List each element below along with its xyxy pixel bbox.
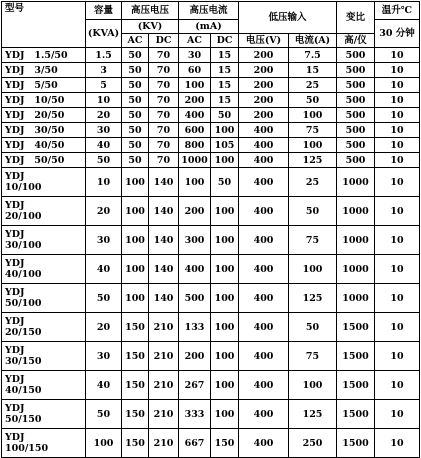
header-lv-input: 低压输入 [239,2,337,34]
table-row [2,138,420,153]
model-line: 100/150 [5,443,49,454]
header-ratio: 变比 [337,2,375,34]
ma-ac-cell: 30 [179,48,211,63]
lv-a-cell: 100 [289,255,337,284]
header-ratio-sub: 高/仪 [337,34,375,48]
ratio-cell: 500 [337,93,375,108]
ratio-cell: 1000 [337,168,375,197]
capacity-cell: 10 [86,168,122,197]
lv-a-cell: 7.5 [289,48,337,63]
lv-a-cell: 50 [289,93,337,108]
ma-ac-cell: 200 [179,197,211,226]
kv-dc-cell: 140 [149,255,179,284]
temp-cell: 10 [375,284,420,313]
model-line: YDJ [5,374,25,385]
lv-v-cell: 400 [239,342,289,371]
ma-dc-cell: 15 [211,63,239,78]
model-cell [2,153,86,168]
ma-ac-cell: 600 [179,123,211,138]
ratio-cell: 1500 [337,400,375,429]
capacity-cell: 50 [86,284,122,313]
ma-dc-cell: 150 [211,429,239,458]
ma-dc-cell: 100 [211,123,239,138]
model-cell [2,108,86,123]
ma-ac-cell: 500 [179,284,211,313]
model-cell [2,429,86,458]
table-row [2,197,420,226]
model-line: 50/150 [5,414,42,425]
temp-cell: 10 [375,342,420,371]
ma-dc-cell: 50 [211,108,239,123]
lv-a-cell: 50 [289,197,337,226]
model-cell [2,197,86,226]
temp-cell: 10 [375,78,420,93]
header-lv-current: 电流(A) [289,34,337,48]
ma-ac-cell: 60 [179,63,211,78]
capacity-cell: 30 [86,123,122,138]
ma-ac-cell: 1000 [179,153,211,168]
lv-v-cell: 400 [239,284,289,313]
lv-a-cell: 250 [289,429,337,458]
table-row [2,78,420,93]
header-capacity-unit: (KVA) [86,20,122,48]
lv-a-cell: 125 [289,284,337,313]
ratio-cell: 1500 [337,342,375,371]
header-row-1 [2,2,420,20]
ratio-cell: 500 [337,138,375,153]
lv-v-cell: 400 [239,313,289,342]
header-kv-dc: DC [149,34,179,48]
ma-dc-cell: 100 [211,153,239,168]
lv-v-cell: 400 [239,226,289,255]
table-row [2,400,420,429]
header-ma-dc: DC [211,34,239,48]
model-cell [2,78,86,93]
table-row [2,108,420,123]
lv-a-cell: 75 [289,123,337,138]
lv-v-cell: 200 [239,48,289,63]
kv-ac-cell: 50 [122,63,149,78]
kv-dc-cell: 210 [149,371,179,400]
ratio-cell: 500 [337,123,375,138]
kv-dc-cell: 70 [149,63,179,78]
model-line: YDJ [5,200,25,211]
model-line: 40/100 [5,269,42,280]
kv-dc-cell: 140 [149,197,179,226]
kv-ac-cell: 50 [122,138,149,153]
lv-v-cell: 400 [239,429,289,458]
ma-ac-cell: 400 [179,255,211,284]
ratio-cell: 1000 [337,284,375,313]
ratio-cell: 500 [337,78,375,93]
kv-ac-cell: 50 [122,123,149,138]
model-cell [2,284,86,313]
capacity-cell: 20 [86,108,122,123]
ma-dc-cell: 100 [211,371,239,400]
kv-ac-cell: 50 [122,108,149,123]
temp-cell: 10 [375,108,420,123]
model-line: 10/100 [5,182,42,193]
lv-v-cell: 400 [239,197,289,226]
table-row [2,313,420,342]
lv-v-cell: 200 [239,63,289,78]
ratio-cell: 500 [337,153,375,168]
kv-dc-cell: 70 [149,48,179,63]
capacity-cell: 40 [86,371,122,400]
ma-ac-cell: 200 [179,342,211,371]
ma-dc-cell: 100 [211,226,239,255]
ratio-cell: 1500 [337,429,375,458]
ma-ac-cell: 200 [179,93,211,108]
temp-cell: 10 [375,48,420,63]
temp-cell: 10 [375,153,420,168]
ratio-cell: 1000 [337,197,375,226]
table-row [2,226,420,255]
kv-ac-cell: 150 [122,429,149,458]
header-lv-voltage: 电压(V) [239,34,289,48]
ratio-cell: 500 [337,48,375,63]
table-row [2,342,420,371]
ma-ac-cell: 267 [179,371,211,400]
header-capacity: 容量 [86,2,122,20]
table-row [2,168,420,197]
ma-dc-cell: 15 [211,93,239,108]
model-cell [2,168,86,197]
capacity-cell: 30 [86,226,122,255]
model-line: 20/150 [5,327,42,338]
model-line: YDJ 50/50 [5,154,65,166]
table-row [2,93,420,108]
kv-dc-cell: 140 [149,226,179,255]
model-line: YDJ 10/50 [5,94,65,106]
kv-ac-cell: 100 [122,226,149,255]
model-line: 50/100 [5,298,42,309]
lv-v-cell: 400 [239,138,289,153]
ratio-cell: 500 [337,63,375,78]
header-ma-ac: AC [179,34,211,48]
model-line: YDJ [5,258,25,269]
temp-cell: 10 [375,313,420,342]
capacity-cell: 20 [86,197,122,226]
ma-ac-cell: 400 [179,108,211,123]
ratio-cell: 1000 [337,226,375,255]
kv-dc-cell: 70 [149,108,179,123]
model-line: 30/150 [5,356,42,367]
model-line: 30/100 [5,240,42,251]
model-line: YDJ [5,432,25,443]
lv-a-cell: 100 [289,371,337,400]
kv-ac-cell: 50 [122,48,149,63]
capacity-cell: 40 [86,255,122,284]
ma-dc-cell: 15 [211,78,239,93]
ma-dc-cell: 100 [211,197,239,226]
model-line: 20/100 [5,211,42,222]
model-cell [2,63,86,78]
spec-table [1,1,420,458]
capacity-cell: 1.5 [86,48,122,63]
model-cell [2,313,86,342]
lv-v-cell: 400 [239,123,289,138]
ratio-cell: 1500 [337,371,375,400]
lv-a-cell: 75 [289,226,337,255]
kv-dc-cell: 140 [149,168,179,197]
kv-dc-cell: 70 [149,138,179,153]
temp-cell: 10 [375,197,420,226]
capacity-cell: 30 [86,342,122,371]
ma-dc-cell: 15 [211,48,239,63]
model-line: YDJ 20/50 [5,109,65,121]
table-row [2,153,420,168]
kv-dc-cell: 210 [149,400,179,429]
model-line: YDJ [5,316,25,327]
kv-ac-cell: 100 [122,168,149,197]
lv-v-cell: 400 [239,168,289,197]
header-hv-voltage-unit: (KV) [122,20,179,34]
model-line: 40/150 [5,385,42,396]
model-line: YDJ [5,403,25,414]
header-hv-current: 高压电流 [179,2,239,20]
model-line: YDJ 3/50 [5,64,58,76]
lv-v-cell: 400 [239,371,289,400]
kv-ac-cell: 50 [122,93,149,108]
ma-ac-cell: 667 [179,429,211,458]
kv-ac-cell: 50 [122,78,149,93]
model-cell [2,400,86,429]
temp-cell: 10 [375,93,420,108]
kv-ac-cell: 100 [122,284,149,313]
kv-ac-cell: 150 [122,400,149,429]
lv-v-cell: 400 [239,153,289,168]
model-cell [2,342,86,371]
lv-a-cell: 100 [289,138,337,153]
lv-a-cell: 100 [289,108,337,123]
header-temp-rise: 温升℃ [375,2,420,20]
kv-ac-cell: 50 [122,153,149,168]
ratio-cell: 1500 [337,313,375,342]
lv-v-cell: 400 [239,255,289,284]
table-row [2,123,420,138]
lv-a-cell: 125 [289,400,337,429]
ma-ac-cell: 100 [179,78,211,93]
table-row [2,284,420,313]
capacity-cell: 20 [86,313,122,342]
ma-ac-cell: 133 [179,313,211,342]
model-line: YDJ 30/50 [5,124,65,136]
model-cell [2,123,86,138]
lv-a-cell: 125 [289,153,337,168]
table-row [2,63,420,78]
lv-v-cell: 200 [239,78,289,93]
ma-ac-cell: 800 [179,138,211,153]
capacity-cell: 50 [86,400,122,429]
kv-dc-cell: 70 [149,123,179,138]
table-row [2,429,420,458]
header-kv-ac: AC [122,34,149,48]
kv-dc-cell: 140 [149,284,179,313]
temp-cell: 10 [375,255,420,284]
ma-dc-cell: 100 [211,255,239,284]
lv-v-cell: 200 [239,93,289,108]
kv-ac-cell: 100 [122,197,149,226]
capacity-cell: 40 [86,138,122,153]
model-cell [2,255,86,284]
temp-cell: 10 [375,429,420,458]
kv-ac-cell: 150 [122,313,149,342]
header-time: 30 分钟 [375,20,420,48]
lv-a-cell: 15 [289,63,337,78]
model-cell [2,138,86,153]
kv-ac-cell: 100 [122,255,149,284]
ma-ac-cell: 300 [179,226,211,255]
ratio-cell: 500 [337,108,375,123]
kv-dc-cell: 210 [149,313,179,342]
ma-dc-cell: 100 [211,400,239,429]
ma-ac-cell: 100 [179,168,211,197]
model-cell [2,48,86,63]
lv-v-cell: 200 [239,108,289,123]
model-line: YDJ [5,345,25,356]
kv-dc-cell: 70 [149,153,179,168]
ma-dc-cell: 100 [211,342,239,371]
header-model: 型号 [2,2,86,48]
table-row [2,371,420,400]
model-line: YDJ [5,287,25,298]
model-line: YDJ [5,171,25,182]
capacity-cell: 50 [86,153,122,168]
ma-dc-cell: 50 [211,168,239,197]
temp-cell: 10 [375,400,420,429]
lv-a-cell: 75 [289,342,337,371]
capacity-cell: 5 [86,78,122,93]
temp-cell: 10 [375,371,420,400]
kv-dc-cell: 70 [149,93,179,108]
temp-cell: 10 [375,63,420,78]
model-cell [2,226,86,255]
kv-dc-cell: 210 [149,342,179,371]
model-cell [2,93,86,108]
model-line: YDJ 5/50 [5,79,58,91]
table-row [2,48,420,63]
ma-dc-cell: 100 [211,284,239,313]
capacity-cell: 3 [86,63,122,78]
ratio-cell: 1000 [337,255,375,284]
temp-cell: 10 [375,138,420,153]
lv-v-cell: 400 [239,400,289,429]
lv-a-cell: 50 [289,313,337,342]
lv-a-cell: 25 [289,78,337,93]
ma-ac-cell: 333 [179,400,211,429]
kv-ac-cell: 150 [122,371,149,400]
capacity-cell: 10 [86,93,122,108]
temp-cell: 10 [375,123,420,138]
ma-dc-cell: 100 [211,313,239,342]
ma-dc-cell: 105 [211,138,239,153]
model-line: YDJ 1.5/50 [5,49,68,61]
kv-dc-cell: 210 [149,429,179,458]
model-line: YDJ [5,229,25,240]
capacity-cell: 100 [86,429,122,458]
header-hv-current-unit: (mA) [179,20,239,34]
kv-ac-cell: 150 [122,342,149,371]
model-cell [2,371,86,400]
header-hv-voltage: 高压电压 [122,2,179,20]
kv-dc-cell: 70 [149,78,179,93]
model-line: YDJ 40/50 [5,139,65,151]
table-row [2,255,420,284]
lv-a-cell: 25 [289,168,337,197]
temp-cell: 10 [375,168,420,197]
temp-cell: 10 [375,226,420,255]
